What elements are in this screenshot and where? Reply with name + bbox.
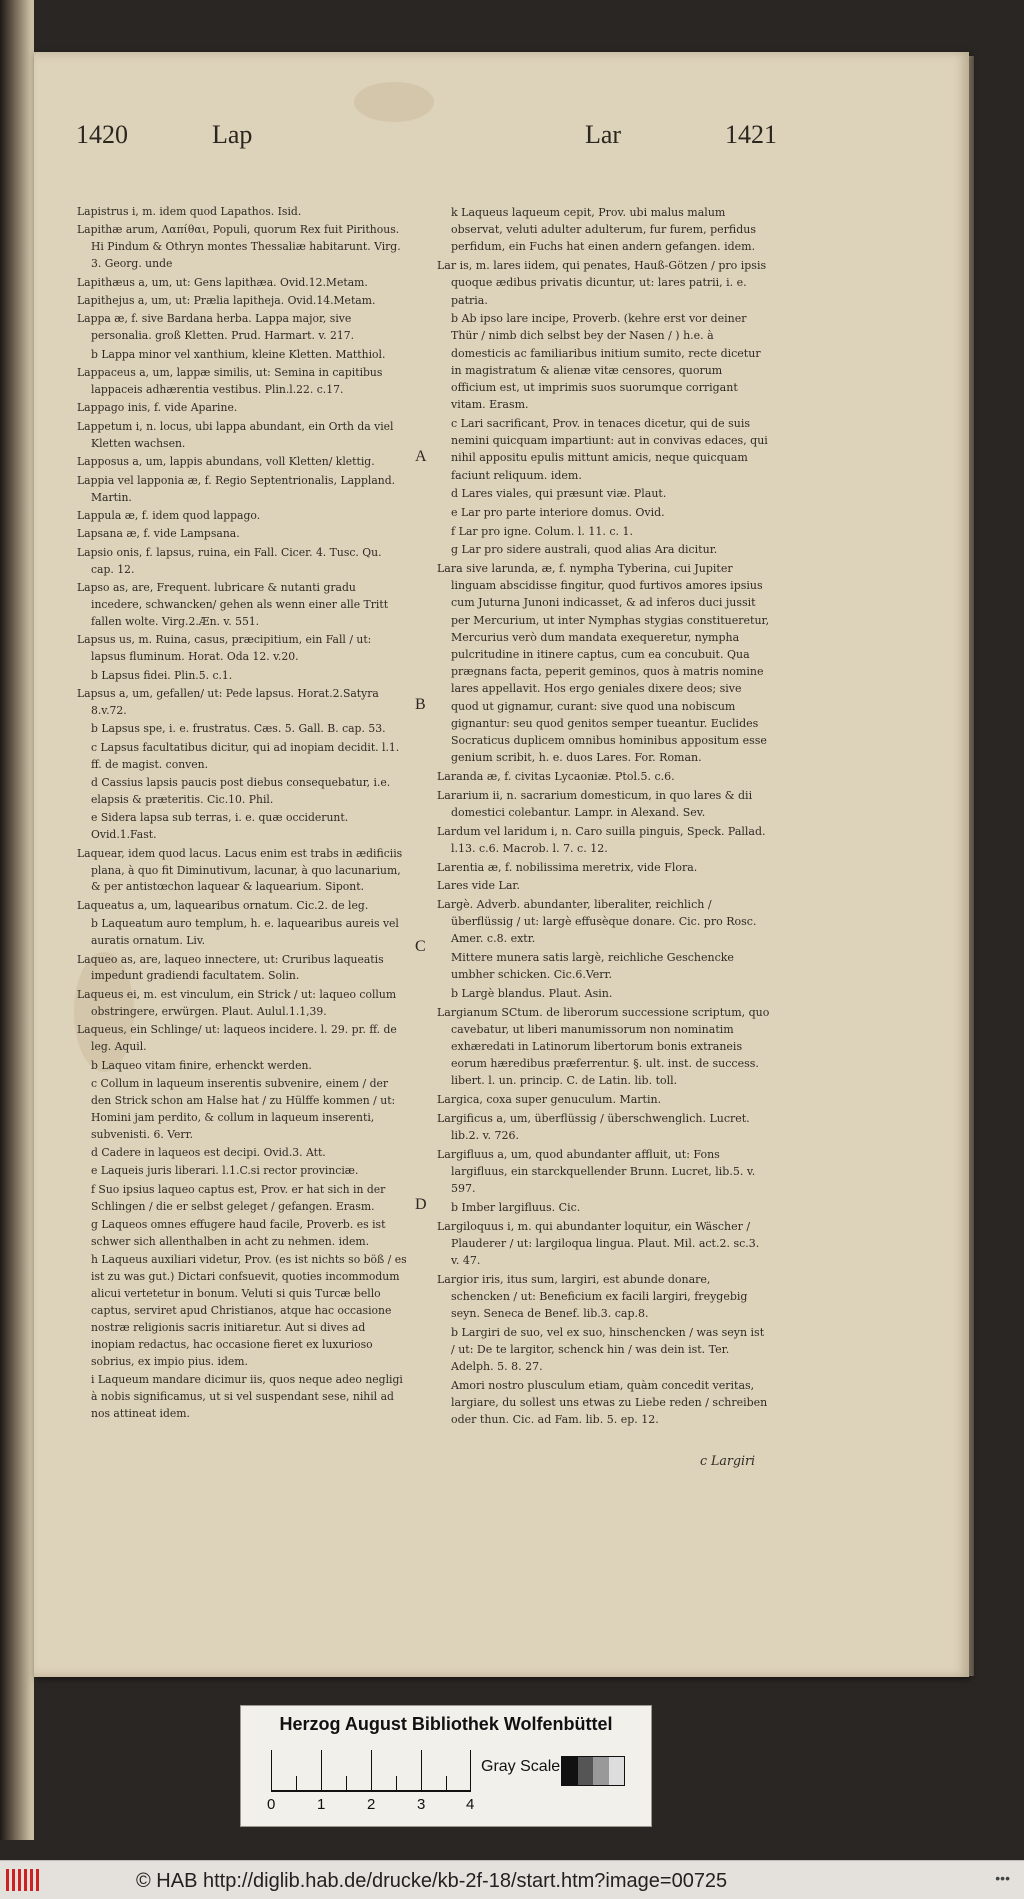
dictionary-entry: Largifluus a, um, quod abundanter affluit, ut: Fons largifluus, ein starckquellender Brunn. Lucret, lib.5. v. 597.: [437, 1147, 756, 1196]
dictionary-entry: Lappia vel lapponia æ, f. Regio Septentrionalis, Lappland. Martin.: [77, 473, 396, 504]
dictionary-entry: Laquear, idem quod lacus. Lacus enim est trabs in ædificiis plana, à quo fit Diminutivum, lacunar, à quo lacunarium, & per antistœchon laquear & laquearium. Sipont.: [77, 846, 403, 894]
dictionary-entry: Mittere munera satis largè, reichliche Geschencke umbher schicken. Cic.6.Verr.: [451, 951, 734, 982]
dictionary-entry: b Imber largifluus. Cic.: [451, 1200, 581, 1214]
dictionary-entry: Lappago inis, f. vide Aparine.: [77, 401, 238, 415]
dictionary-entry: Lapsus a, um, gefallen/ ut: Pede lapsus. Horat.2.Satyra 8.v.72.: [77, 686, 379, 717]
scale-number: 4: [466, 1796, 475, 1813]
scale-number: 1: [317, 1796, 326, 1813]
dictionary-entry: Lardum vel laridum i, n. Caro suilla pinguis, Speck. Pallad. l.13. c.6. Macrob. l. 7. c. 12.: [437, 824, 766, 855]
viewer-footer: [0, 1860, 1024, 1899]
dictionary-entry: Larentia æ, f. nobilissima meretrix, vide Flora.: [437, 860, 698, 874]
library-title: Herzog August Bibliothek Wolfenbüttel: [279, 1714, 613, 1734]
dictionary-entry: Laqueus ei, m. est vinculum, ein Strick / ut: laqueo collum obstringere, erwürgen. Plaut. Aulul.1.1,39.: [77, 987, 397, 1018]
dictionary-entry: Lapposus a, um, lappis abundans, voll Kletten/ klettig.: [77, 455, 375, 469]
dictionary-entry: e Lar pro parte interiore domus. Ovid.: [451, 505, 665, 519]
running-head-left: Lap: [212, 120, 253, 149]
dictionary-entry: i Laqueum mandare dicimur iis, quos neque adeo negligi à nobis significamus, ut si vel suspendant sese, nihil ad nos attineat idem.: [91, 1373, 403, 1421]
book-spine-shadow: [0, 0, 34, 1840]
dictionary-entry: b Laqueatum auro templum, h. e. laquearibus aureis vel auratis ornatum. Liv.: [91, 917, 399, 948]
dictionary-entry: Lapistrus i, m. idem quod Lapathos. Isid.: [77, 205, 302, 218]
dictionary-entry: e Sidera lapsa sub terras, i. e. quæ occiderunt. Ovid.1.Fast.: [91, 811, 349, 842]
dictionary-entry: f Lar pro igne. Colum. l. 11. c. 1.: [451, 524, 633, 538]
dictionary-entry: k Laqueus laqueum cepit, Prov. ubi malus malum observat, veluti adulter adulterum, fur furem, perfidus perfidum, ein Fuchs hat einen andern gefangen. idem.: [451, 206, 756, 254]
dictionary-entry: b Largiri de suo, vel ex suo, hinschencken / was seyn ist / ut: De te largitor, schenck hin / was dein ist. Ter. Adelph. 5. 8. 27.: [451, 1325, 765, 1374]
dictionary-entry: c Lari sacrificant, Prov. in tenaces dicetur, qui de suis nemini quicquam impartiunt: aut in convivas edaces, qui nihil appositu epulis mittunt amicis, neque quicquam faciunt reliquum. idem.: [451, 416, 768, 482]
dictionary-entry: b Laqueo vitam finire, erhenckt werden.: [91, 1058, 312, 1072]
right-column: [437, 204, 770, 1430]
dictionary-entry: Lappaceus a, um, lappæ similis, ut: Semina in capitibus lappaceis adhærentia vestibus. Plin.l.22. c.17.: [77, 366, 383, 397]
dictionary-entry: b Lapsus spe, i. e. frustratus. Cæs. 5. Gall. B. cap. 53.: [91, 722, 386, 736]
dictionary-entry: b Ab ipso lare incipe, Proverb. (kehre erst vor deiner Thür / nimb dich selbst bey der Nasen / ) h.e. à domesticis ac familiaribus initium sumito, recte dicetur in magistratum & alienæ vitæ censores, quorum officium est, ut imprimis suos suorumque corrigant vitam. Erasm.: [451, 312, 761, 412]
dictionary-entry: d Cassius lapsis paucis post diebus consequebatur, i.e. elapsis & præteritis. Cic.10. Phil.: [91, 776, 391, 806]
dictionary-entry: b Lappa minor vel xanthium, kleine Kletten. Matthiol.: [91, 347, 386, 361]
dictionary-entry: Laranda æ, f. civitas Lycaoniæ. Ptol.5. c.6.: [437, 770, 675, 783]
dictionary-entry: Lappa æ, f. sive Bardana herba. Lappa major, sive personalia. groß Kletten. Prud. Harmart. v. 217.: [77, 312, 355, 343]
dictionary-entry: c Lapsus facultatibus dicitur, qui ad inopiam decidit. l.1. ff. de magist. conven.: [91, 740, 400, 771]
page-number-left: 1420: [76, 120, 128, 149]
section-marker-c: C: [415, 938, 426, 955]
dictionary-entry: Laqueatus a, um, laquearibus ornatum. Cic.2. de leg.: [77, 898, 369, 912]
dictionary-entry: Lapithejus a, um, ut: Prælia lapitheja. Ovid.14.Metam.: [77, 294, 376, 308]
dictionary-entry: Laqueo as, are, laqueo innectere, ut: Cruribus laqueatis impedunt gradiendi facultatem. Solin.: [77, 952, 384, 983]
dictionary-entry: b Largè blandus. Plaut. Asin.: [451, 986, 613, 1000]
dictionary-entry: b Lapsus fidei. Plin.5. c.1.: [91, 668, 233, 682]
left-column: [77, 204, 407, 1425]
dictionary-entry: Lapithæus a, um, ut: Gens lapithæa. Ovid.12.Metam.: [77, 275, 368, 289]
dictionary-entry: Lara sive larunda, æ, f. nympha Tyberina, cui Jupiter linguam abscidisse fingitur, quod furtivos amores ipsius cum Juturna Junoni indicasset, & ad inferos duci jussit per Mercurium, ut inter Nymphas stygias constitueretur, Mercurius verò dum mandata exequeretur, nympha pulcritudine in itinere captus, cum ea concubuit. Qua prægnans facta, peperit geminos, quos à matris nomine lares appellavit. Hos ergo geniales dixere deos; sive quod ut gignamur, curant: sive quod una nobiscum gignantur: seu quod genitos semper tueantur. Euclides Socraticus duplicem omnibus hominibus appositum esse genium scribit, h. e. duos Lares. For. Roman.: [437, 562, 770, 765]
section-marker-b: B: [415, 696, 426, 713]
dictionary-entry: Lapsus us, m. Ruina, casus, præcipitium, ein Fall / ut: lapsus fluminum. Horat. Oda 12. v.20.: [77, 633, 372, 664]
gray-scale-label: Gray Scale: [481, 1758, 561, 1775]
dictionary-entry: Laqueus, ein Schlinge/ ut: laqueos incidere. l. 29. pr. ff. de leg. Aquil.: [77, 1023, 397, 1054]
dictionary-entry: Largica, coxa super genuculum. Martin.: [437, 1093, 662, 1107]
color-calibration-target: [240, 1705, 652, 1827]
dictionary-entry: e Laqueis juris liberari. l.1.C.si rector provinciæ.: [91, 1164, 359, 1178]
dictionary-entry: c Collum in laqueum inserentis subvenire, einem / der den Strick schon am Halse hat / zu Hülffe kommen / ut: Homini jam perdito, & collum in laqueum inserenti, subvenisti. 6. Verr.: [91, 1076, 396, 1141]
dictionary-entry: Lares vide Lar.: [437, 879, 520, 893]
dictionary-entry: g Lar pro sidere australi, quod alias Ara dicitur.: [451, 543, 718, 557]
scale-number: 3: [417, 1796, 426, 1813]
page-number-right: 1421: [725, 120, 777, 149]
section-marker-a: A: [415, 448, 427, 465]
dictionary-entry: Largianum SCtum. de liberorum successione scriptum, quo cavebatur, ut liberi manumissorum non nominatim exhæredati in Latinorum libertorum bonis extraneis eorum hæredibus præferrentur. §. ult. inst. de success. libert. l. un. princip. C. de Latin. lib. toll.: [437, 1005, 770, 1088]
dictionary-entry: Largè. Adverb. abundanter, liberaliter, reichlich / überflüssig / ut: largè effusèque donare. Cic. pro Rosc. Amer. c.8. extr.: [437, 897, 757, 946]
paper-stain: [354, 82, 434, 122]
gray-scale-bar: [561, 1756, 625, 1786]
dictionary-entry: h Laqueus auxiliari videtur, Prov. (es ist nichts so böß / es ist zu was gut.) Dictari confsuevit, quoties incommodum alicui vertetetur in bonum. Veluti si quis Turcæ bello captus, serviret apud Christianos, atque hac occasione nostræ religionis sacris initiaretur. Aut si dives ad inopiam redactus, hac occasione fieret ex luxurioso sobrius, ex impio pius. idem.: [91, 1253, 407, 1368]
catchword: c Largiri: [700, 1453, 756, 1468]
dictionary-entry: Lapithæ arum, Λαπίθαι, Populi, quorum Rex fuit Pirithous. Hi Pindum & Othryn montes Thessaliæ habitarunt. Virg. 3. Georg. unde: [77, 223, 401, 271]
copyright-url[interactable]: © HAB http://diglib.hab.de/drucke/kb-2f-18/start.htm?image=00725: [136, 1870, 728, 1892]
dictionary-entry: Amori nostro plusculum etiam, quàm concedit veritas, largiare, du sollest uns etwas zu Liebe reden / schreiben oder thun. Cic. ad Fam. lib. 5. ep. 12.: [451, 1378, 768, 1427]
dictionary-entry: Lararium ii, n. sacrarium domesticum, in quo lares & dii domestici colebantur. Lampr. in Alexand. Sev.: [437, 788, 753, 819]
library-logo-icon: [6, 1869, 46, 1891]
running-head-right: Lar: [585, 120, 622, 149]
dictionary-entry: Lapsio onis, f. lapsus, ruina, ein Fall. Cicer. 4. Tusc. Qu. cap. 12.: [77, 545, 382, 576]
dictionary-entry: Largior iris, itus sum, largiri, est abunde donare, schencken / ut: Beneficium ex facili largiri, freygebig seyn. Seneca de Benef. lib.3. cap.8.: [437, 1272, 748, 1321]
dictionary-entry: g Laqueos omnes effugere haud facile, Proverb. es ist schwer sich allenthalben in acht zu nehmen. idem.: [91, 1218, 386, 1249]
dictionary-entry: Lar is, m. lares iidem, qui penates, Hauß-Götzen / pro ipsis quoque ædibus privatis dicuntur, ut: lares patrii, i. e. patria.: [437, 259, 767, 307]
dictionary-entry: Largificus a, um, überflüssig / überschwenglich. Lucret. lib.2. v. 726.: [437, 1111, 750, 1143]
scale-number: 0: [267, 1796, 276, 1813]
dictionary-entry: Lapso as, are, Frequent. lubricare & nutanti gradu incedere, schwancken/ gehen als wenn einer alle Tritt fallen wolte. Virg.2.Æn. v. 551.: [77, 581, 389, 628]
dictionary-entry: d Cadere in laqueos est decipi. Ovid.3. Att.: [91, 1146, 326, 1160]
scale-ruler: [271, 1750, 471, 1792]
dictionary-entry: Lappetum i, n. locus, ubi lappa abundant, ein Orth da viel Kletten wachsen.: [77, 419, 394, 450]
scale-number: 2: [367, 1796, 376, 1813]
dictionary-entry: Largiloquus i, m. qui abundanter loquitur, ein Wäscher / Plauderer / ut: largiloqua lingua. Plaut. Mil. act.2. sc.3. v. 47.: [437, 1219, 760, 1267]
dictionary-entry: Lapsana æ, f. vide Lampsana.: [77, 527, 240, 541]
dictionary-entry: f Suo ipsius laqueo captus est, Prov. er hat sich in der Schlingen / die er selbst geleget / gefangen. Erasm.: [91, 1182, 386, 1213]
more-menu-icon[interactable]: •••: [995, 1870, 1010, 1886]
section-marker-d: D: [415, 1196, 427, 1213]
dictionary-entry: Lappula æ, f. idem quod lappago.: [77, 508, 261, 522]
dictionary-entry: d Lares viales, qui præsunt viæ. Plaut.: [451, 487, 667, 501]
